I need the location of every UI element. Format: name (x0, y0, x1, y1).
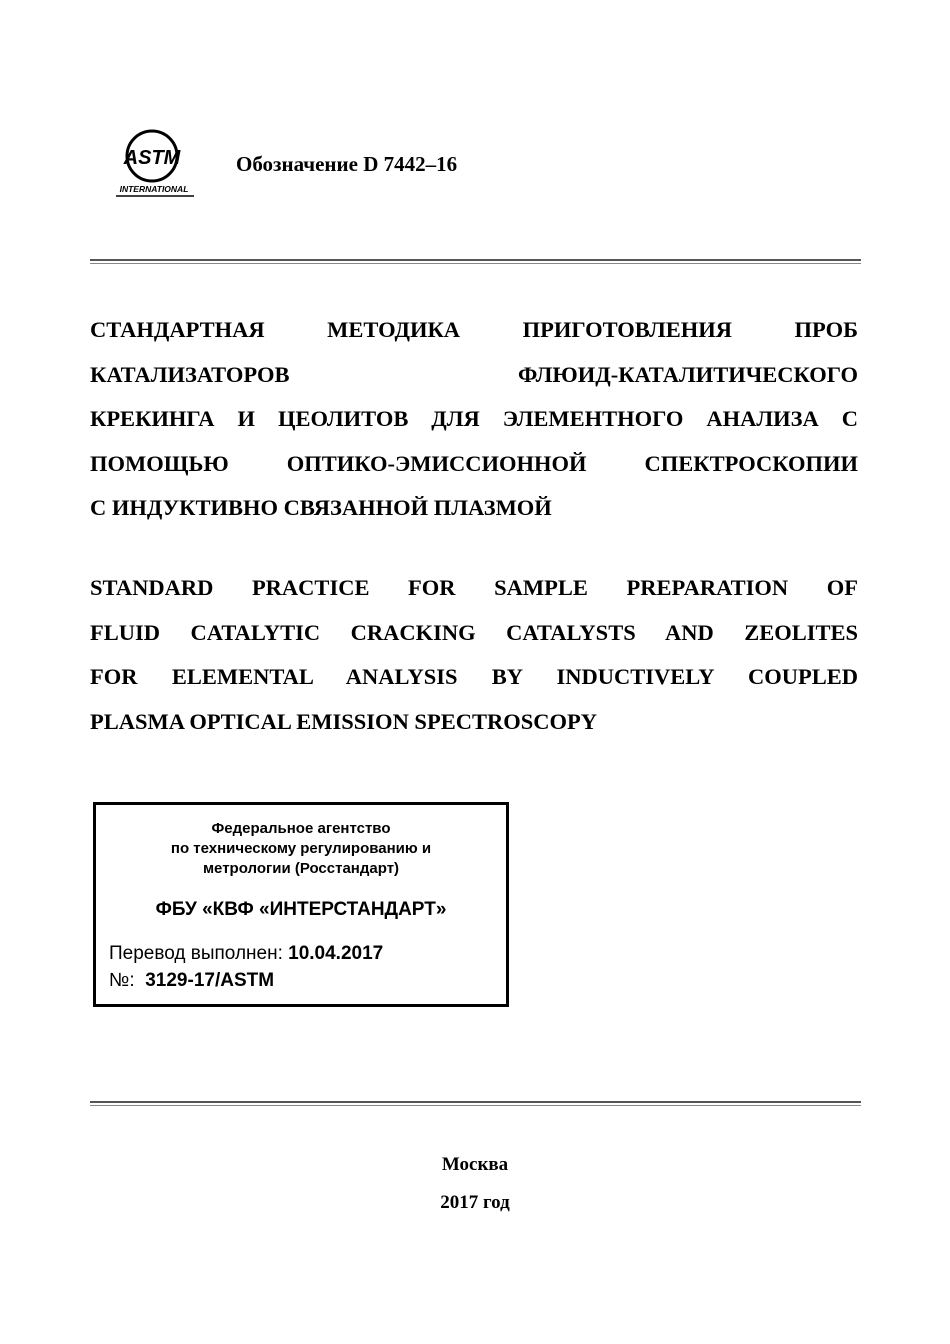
top-divider (90, 259, 861, 264)
publication-city: Москва (441, 1154, 509, 1175)
publication-year: 2017 год (440, 1192, 510, 1213)
title-en-line: PLASMA OPTICAL EMISSION SPECTROSCOPY (90, 708, 597, 734)
translation-number-line: №: 3129-17/ASTM (109, 970, 275, 991)
svg-text:INTERNATIONAL: INTERNATIONAL (119, 184, 189, 194)
translation-stamp (93, 802, 509, 1007)
svg-text:ASTM: ASTM (123, 147, 181, 169)
document-designation: Обозначение D 7442–16 (236, 152, 458, 176)
title-ru-line: КАТАЛИЗАТОРОВ ФЛЮИД-КАТАЛИТИЧЕСКОГО (90, 361, 858, 387)
title-english (90, 566, 858, 744)
title-en-line: FOR ELEMENTAL ANALYSIS BY INDUCTIVELY COUPLED (90, 664, 858, 689)
title-en-line: FLUID CATALYTIC CRACKING CATALYSTS AND ZEOLITES (90, 619, 858, 645)
translation-date-line: Перевод выполнен: 10.04.2017 (109, 943, 384, 964)
title-russian (90, 308, 858, 531)
astm-logo (112, 126, 196, 200)
title-en-line: STANDARD PRACTICE FOR SAMPLE PREPARATION OF (90, 575, 858, 600)
title-ru-line: С ИНДУКТИВНО СВЯЗАННОЙ ПЛАЗМОЙ (90, 495, 552, 520)
title-ru-line: ПОМОЩЬЮ ОПТИКО-ЭМИССИОННОЙ СПЕКТРОСКОПИИ (90, 450, 859, 476)
organization-name: ФБУ «КВФ «ИНТЕРСТАНДАРТ» (155, 899, 447, 920)
title-ru-line: СТАНДАРТНАЯ МЕТОДИКА ПРИГОТОВЛЕНИЯ ПРОБ (90, 317, 859, 342)
bottom-divider (90, 1101, 861, 1106)
agency-name: Федеральное агентство по техническому регулированию и метрологии (Росстандарт) (170, 820, 432, 877)
title-ru-line: КРЕКИНГА И ЦЕОЛИТОВ ДЛЯ ЭЛЕМЕНТНОГО АНАЛИЗА С (90, 406, 858, 431)
